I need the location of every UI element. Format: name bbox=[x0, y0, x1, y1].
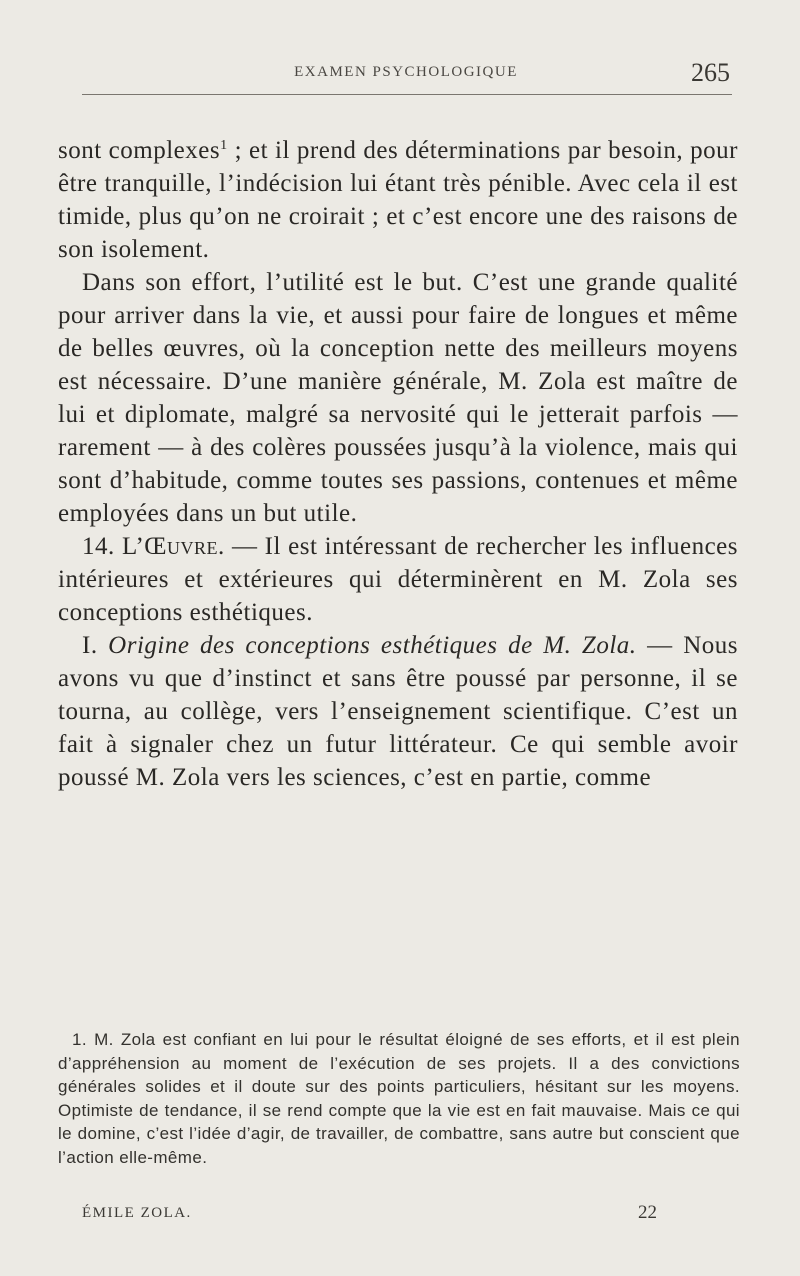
running-head bbox=[82, 58, 730, 98]
footnote-text: M. Zola est confiant en lui pour le résultat éloigné de ses efforts, et il est plein d’appréhension au moment de l’exécution de ses projets. Il a des convictions générales solides et il doute sur des points particuliers, hésitant sur les moyens. Optimiste de tendance, il se rend compte que la vie est en fait mauvaise. Mais ce qui le domine, c’est l’idée d’agir, de travailler, de combattre, sans autre but conscient que l’action elle-même. bbox=[58, 1030, 740, 1167]
subsection-i-paragraph bbox=[58, 629, 738, 794]
paragraph-1 bbox=[58, 134, 738, 266]
section-number: 14. bbox=[82, 533, 115, 560]
signature-label: ÉMILE ZOLA. bbox=[82, 1205, 192, 1221]
header-rule bbox=[82, 94, 732, 95]
subsection-number: I. bbox=[82, 632, 98, 659]
body-text bbox=[58, 134, 738, 794]
footnote-number: 1. bbox=[72, 1030, 87, 1049]
page-number: 265 bbox=[691, 58, 730, 87]
subsection-i-text: — Nous avons vu que d’instinct et sans être poussé par personne, il se tourna, au collège, vers l’enseignement scientifique. C’est un fait à signaler chez un futur littérateur. Ce qui semble avoir poussé M. Zola vers les sciences, c’est en partie, comme bbox=[58, 632, 738, 791]
paragraph-1-rest: ; et il prend des déterminations par besoin, pour être tranquille, l’indécision lui étant très pénible. Avec cela il est timide, plus qu’on ne croirait ; et c’est encore une des raisons de son isolement. bbox=[58, 137, 738, 263]
section-14-text: — Il est intéressant de rechercher les influences intérieures et extérieures qui déterminèrent en M. Zola ses conceptions esthétiques. bbox=[58, 533, 738, 626]
section-14-paragraph bbox=[58, 530, 738, 629]
footnote-reference: 1 bbox=[220, 138, 228, 153]
signature-number: 22 bbox=[638, 1202, 657, 1223]
paragraph-2: Dans son effort, l’utilité est le but. C’est une grande qualité pour arriver dans la vie, et aussi pour faire de longues et même de belles œuvres, où la conception nette des meilleurs moyens est nécessaire. D’une manière générale, M. Zola est maître de lui et diplomate, malgré sa nervosité qui le jetterait parfois — rarement — à des colères poussées jusqu’à la violence, mais qui sont d’habitude, comme toutes ses passions, contenues et même employées dans un but utile. bbox=[58, 269, 738, 527]
subsection-heading: Origine des conceptions esthétiques de M. Zola. bbox=[108, 632, 637, 659]
running-head-title: EXAMEN PSYCHOLOGIQUE bbox=[294, 64, 518, 80]
section-heading: L’Œuvre. bbox=[121, 533, 225, 560]
paragraph-1-start: sont complexes bbox=[58, 137, 221, 164]
footnote bbox=[58, 1028, 740, 1169]
